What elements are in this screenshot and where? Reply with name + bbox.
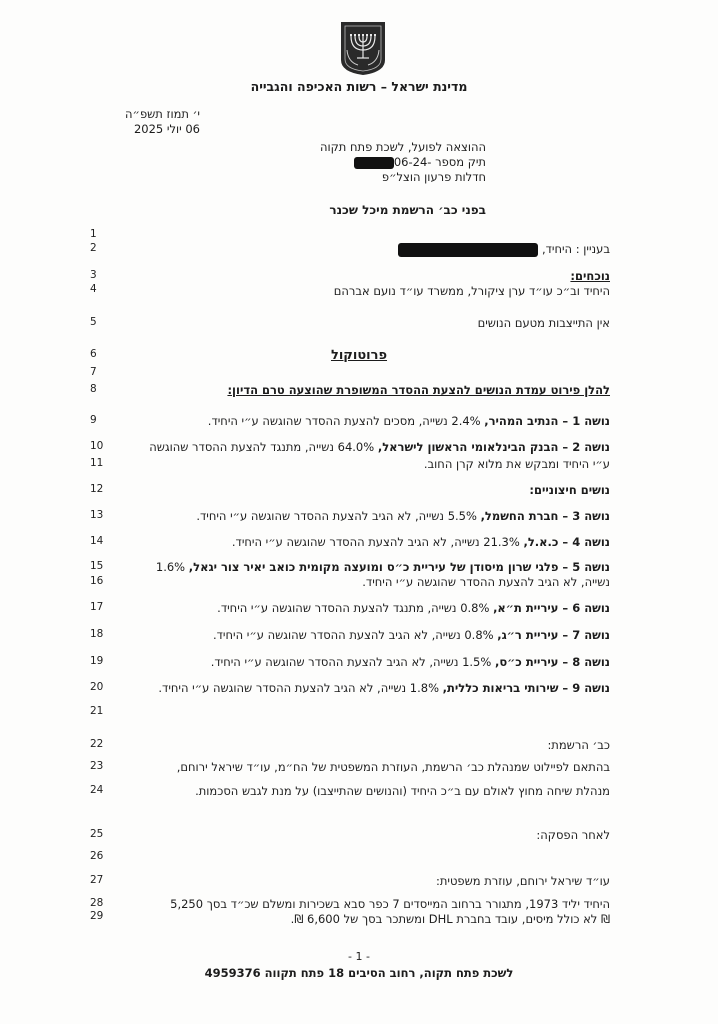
creditor-8: נושה 8 – עיריית כ״ס, 1.5% נשייה, לא הגיב להצעת ההסדר שהוגשה ע״י היחיד. (210, 655, 610, 669)
line-number: 21 (90, 705, 104, 717)
line-number: 29 (90, 910, 104, 922)
legal-assistant-label: עו״ד שיראל ירוחם, עוזרת משפטית: (435, 874, 610, 888)
office-address: לשכת פתח תקוה, רחוב הסיבים 18 פתח תקווה 4959376 (204, 966, 514, 980)
after-break-label: לאחר הפסקה: (536, 828, 610, 842)
line-number: 17 (90, 601, 104, 613)
hebrew-date: י׳ תמוז תשפ״ה (125, 107, 200, 121)
external-creditors-heading: נושים חיצוניים: (529, 483, 610, 497)
regarding-line (398, 242, 610, 257)
line-number: 25 (90, 828, 104, 840)
proceeding-type: חדלות פרעון הוצל״פ (381, 170, 486, 184)
registrar-line-2: מנהלת שיחה מחוץ לאולם עם ב״כ היחיד (והנושים שהתייצבו) על מנת לגבש הסכמות. (195, 784, 610, 798)
line-number: 20 (90, 681, 104, 693)
line-number: 23 (90, 760, 104, 772)
state-emblem-icon (338, 20, 388, 76)
line-number: 3 (90, 269, 97, 281)
present-text: היחיד וב״כ עו״ד ערן ציקורל, ממשרד עו״ד נועם אברהם (333, 284, 610, 298)
line-number: 24 (90, 784, 104, 796)
line-number: 27 (90, 874, 104, 886)
assistant-line-1: היחיד יליד 1973, מתגורר ברחוב המייסדים 7 כפר סבא בשכירות ומשלם שכ״ד בסך 5,250 (170, 897, 610, 911)
date-block (110, 107, 200, 137)
line-number: 9 (90, 414, 97, 426)
creditor-7: נושה 7 – עיריית ר״ג, 0.8% נשייה, לא הגיב להצעת ההסדר שהוגשה ע״י היחיד. (212, 628, 610, 642)
regarding-label: בעניין : היחיד, (541, 242, 610, 256)
line-number: 6 (90, 348, 97, 360)
no-creditors-line: אין התייצבות מטעם הנושים (477, 316, 610, 330)
line-number: 13 (90, 509, 104, 521)
positions-heading: להלן פירוט עמדת הנושים להצעת ההסדר המשופרת שהוצעה טרם הדיון: (227, 383, 610, 397)
line-number: 28 (90, 897, 104, 909)
creditor-9: נושה 9 – שירותי בריאות כללית, 1.8% נשייה, לא הגיב להצעת ההסדר שהוגשה ע״י היחיד. (158, 681, 610, 695)
line-number: 12 (90, 483, 104, 495)
creditor-2: נושה 2 – הבנק הבינלאומי הראשון לישראל, 64.0% נשייה, מתנגד להצעת ההסדר שהוגשה (149, 440, 610, 454)
case-details (320, 140, 486, 185)
redaction-debtor-name (398, 243, 538, 257)
protocol-title: פרוטוקול (330, 348, 388, 363)
creditor-2-continued: ע״י היחיד ומבקש את מלוא קרן החוב. (423, 457, 610, 471)
registrar-label: כב׳ הרשמת: (547, 738, 610, 752)
line-number: 5 (90, 316, 97, 328)
line-number: 8 (90, 383, 97, 395)
creditor-1: נושה 1 – הנתיב המהיר, 2.4% נשייה, מסכים להצעת ההסדר שהוגשה ע״י היחיד. (207, 414, 610, 428)
line-number: 22 (90, 738, 104, 750)
creditor-6: נושה 6 – עיריית ת״א, 0.8% נשייה, מתנגד להצעת ההסדר שהוגשה ע״י היחיד. (217, 601, 610, 615)
case-number-label: תיק מספר (435, 155, 486, 169)
line-number: 19 (90, 655, 104, 667)
organization-title: מדינת ישראל – רשות האכיפה והגבייה (250, 79, 468, 94)
line-number: 14 (90, 535, 104, 547)
present-label: נוכחים: (570, 269, 610, 283)
creditor-4: נושה 4 – כ.א.ל, 21.3% נשייה, לא הגיב להצעת ההסדר שהוגשה ע״י היחיד. (231, 535, 610, 549)
page-number: - 1 - (348, 950, 370, 963)
line-number: 10 (90, 440, 104, 452)
line-number: 7 (90, 366, 97, 378)
line-number: 4 (90, 283, 97, 295)
line-number: 2 (90, 242, 97, 254)
creditor-3: נושה 3 – חברת החשמל, 5.5% נשייה, לא הגיב להצעת ההסדר שהוגשה ע״י היחיד. (196, 509, 610, 523)
case-number-visible: -06-24 (393, 155, 432, 169)
gregorian-date: 06 יולי 2025 (133, 122, 200, 136)
line-number: 18 (90, 628, 104, 640)
assistant-line-2: ₪ לא כולל מיסים, עובד בחברת DHL ומשתכר בסך של 6,600 ₪. (290, 912, 610, 926)
registrar-line-1: בהתאם לפיילוט שמנהלת כב׳ הרשמת, העוזרת המשפטית של הח״מ, עו״ד שיראל ירוחם, (176, 760, 610, 774)
before-registrar: בפני כב׳ הרשמת מיכל שכנר (329, 203, 486, 217)
case-number-line (320, 155, 486, 170)
execution-office: ההוצאה לפועל, לשכת פתח תקוה (320, 140, 486, 154)
redaction-case-number (354, 157, 394, 169)
line-number: 1 (90, 228, 97, 240)
creditor-5: נושה 5 – פלגי שרון מיסודן של עיריית כ״ס ומועצה מקומית כואב יאיר צור יגאל, 1.6% (155, 560, 610, 574)
creditor-5-continued: נשייה, לא הגיב להצעת ההסדר שהוגשה ע״י היחיד. (362, 575, 610, 589)
line-number: 26 (90, 850, 104, 862)
line-number: 11 (90, 457, 104, 469)
line-number: 15 (90, 560, 104, 572)
line-number: 16 (90, 575, 104, 587)
